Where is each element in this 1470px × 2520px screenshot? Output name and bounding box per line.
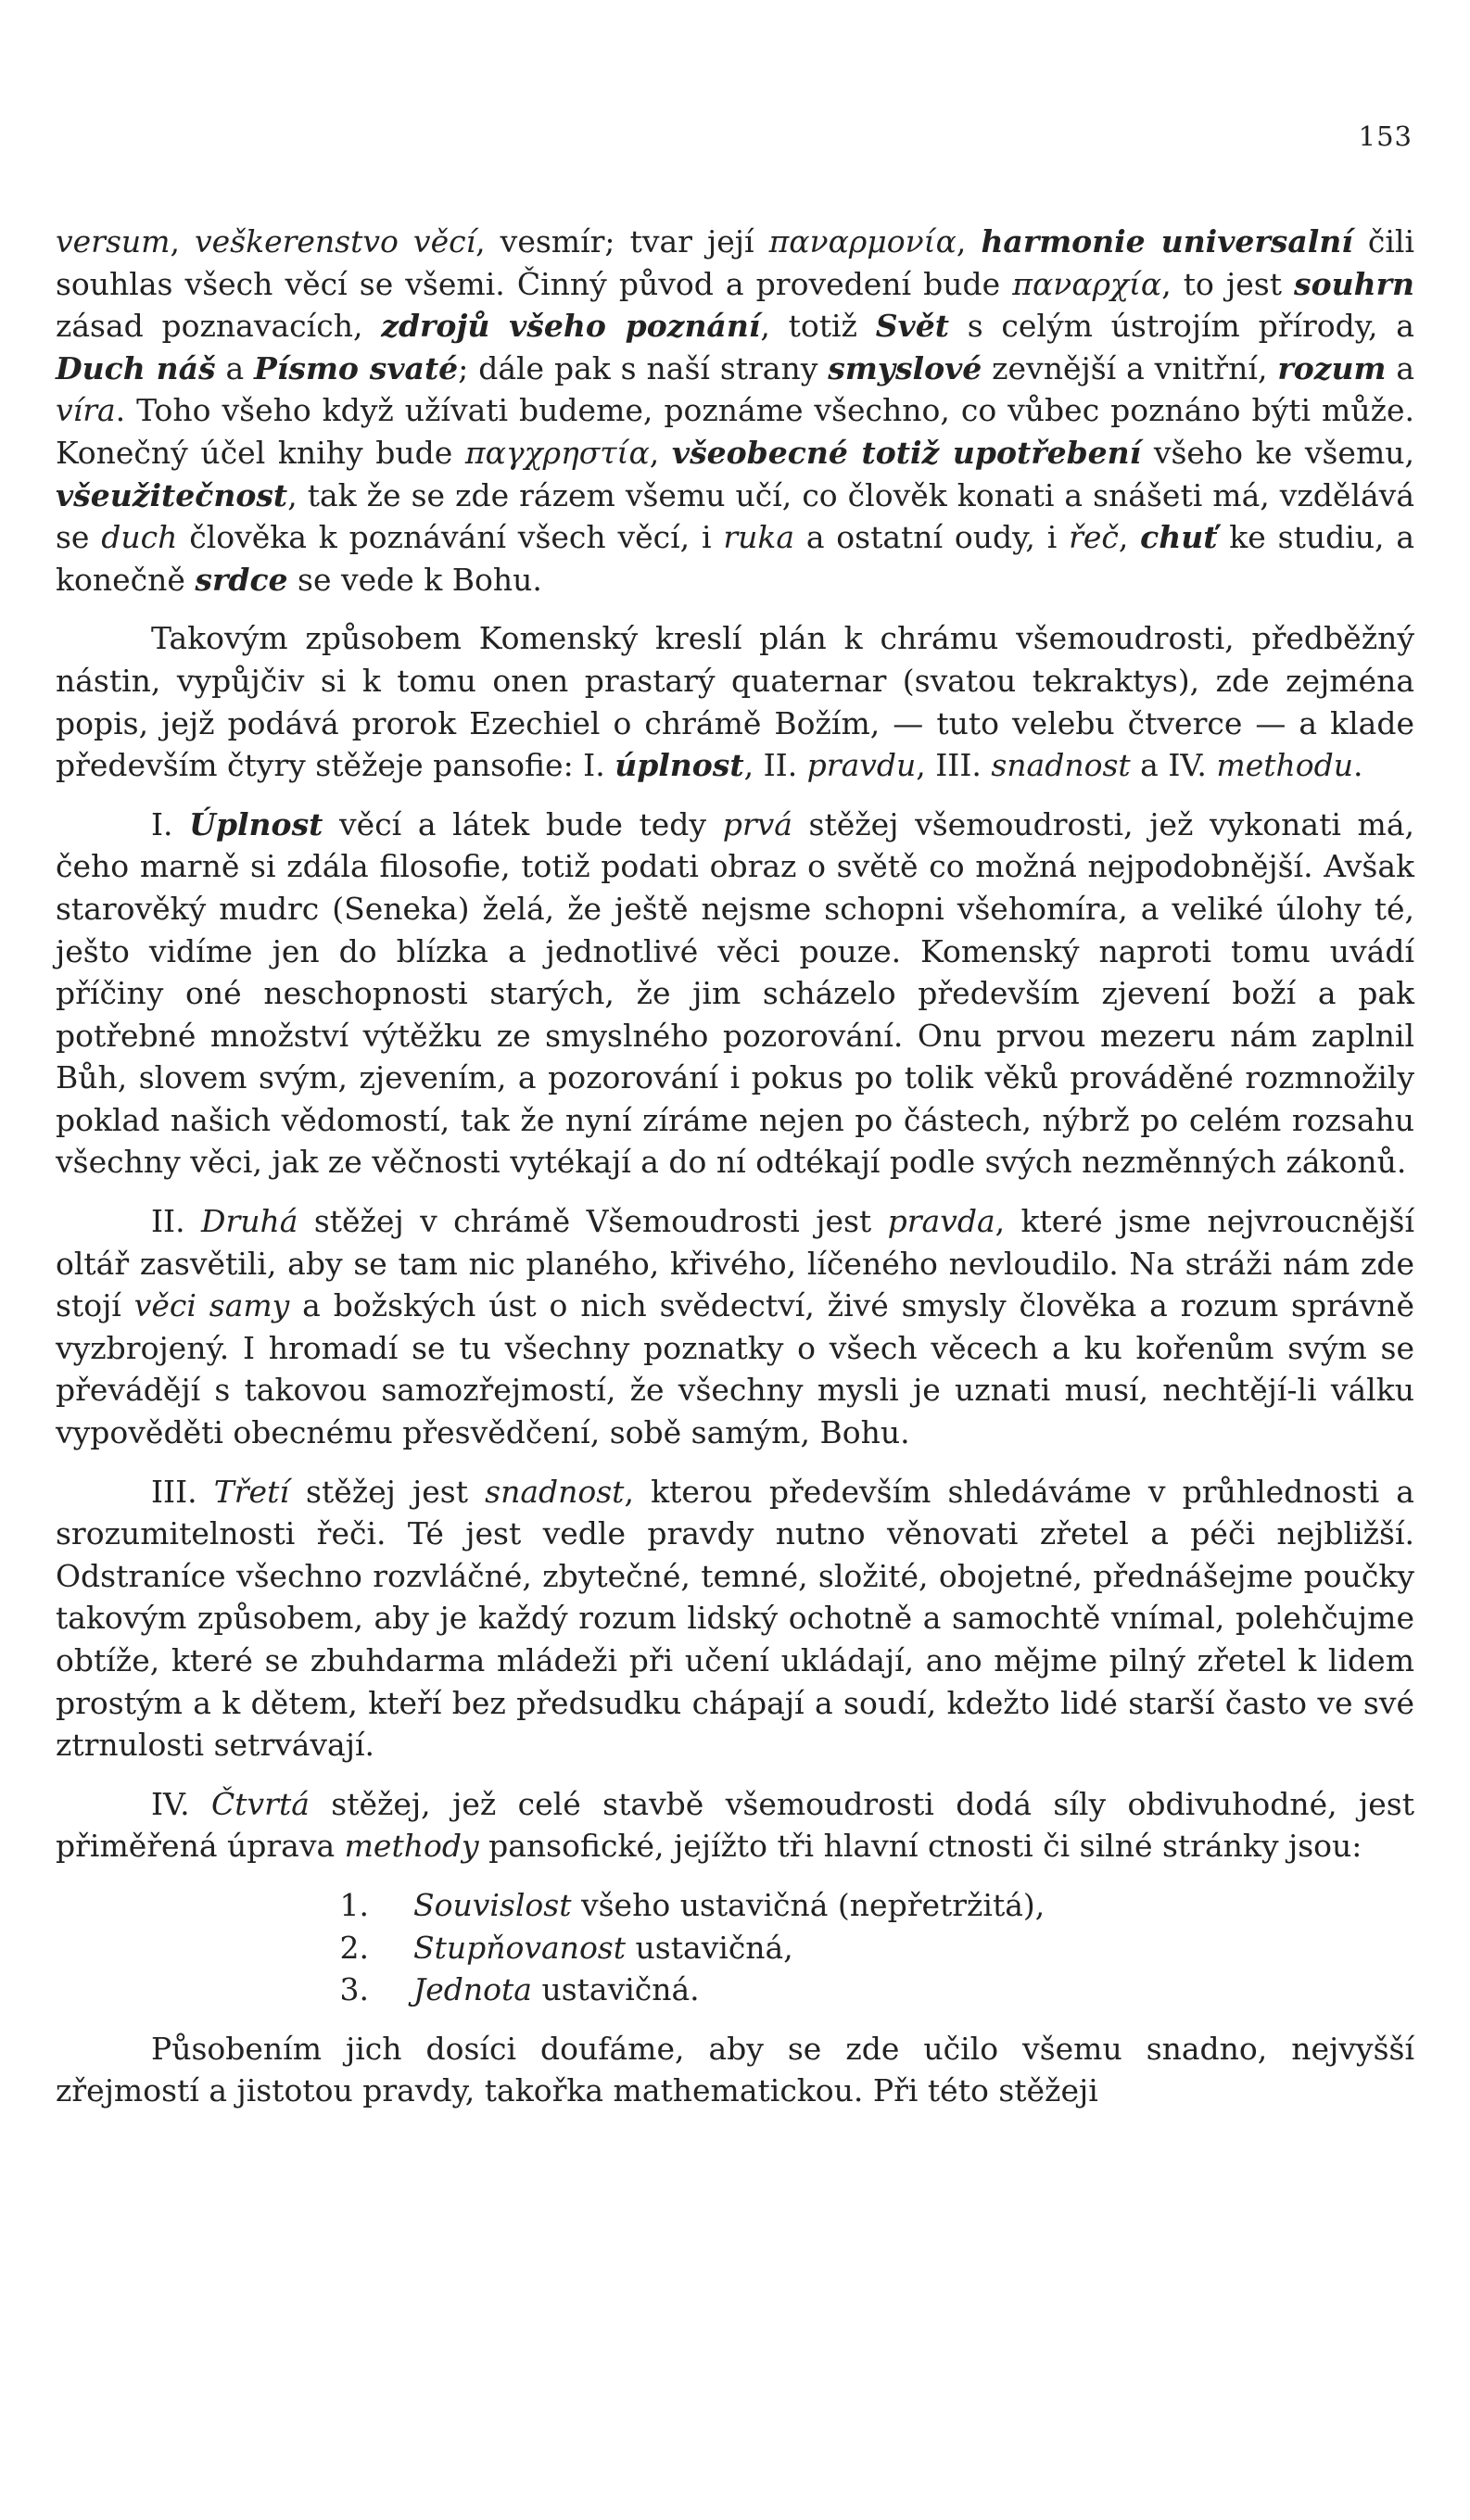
term-pravdu: pravdu xyxy=(806,747,917,784)
text-run: , kterou především shledáváme v průhlednosti a srozumitelnosti řeči. Té jest vedle pravdy nutno věnovati zřetel a péči nejbližší. Odstraníce všechno rozvláčné, zbytečné, temné, složité, obojetné, přednášejme poučky takovým způsobem, aby je každý rozum lidský ochotně a samochtě vnímal, polehčujme obtíže, které se zbuhdarma mládeži při učení ukládají, ano mějme pilný zřetel k lidem prostým a k dětem, kteří bez předsudku chápají a soudí, kdežto lidé starší často ve své ztrnulosti setrvávají. xyxy=(56,1473,1414,1764)
virtues-list xyxy=(56,1884,1414,2011)
term-treti: Třetí xyxy=(213,1473,289,1510)
term-souhrn: souhrn xyxy=(1294,265,1415,302)
text-run: . xyxy=(1353,747,1363,784)
paragraph-2 xyxy=(56,617,1414,786)
term-prva: prvá xyxy=(722,805,792,842)
text-run: , III. xyxy=(916,747,992,784)
term-duch-nas: Duch náš xyxy=(56,349,216,386)
list-item xyxy=(56,1884,1414,1927)
term-stupnovanost: Stupňovanost xyxy=(413,1929,627,1966)
text-run: člověka k poznávání všech věcí, i xyxy=(177,519,724,556)
term-vseuzitecnost: všeužitečnost xyxy=(56,476,288,513)
term-vira: víra xyxy=(56,392,116,429)
text-run: s celým ústrojím přírody, a xyxy=(948,308,1414,345)
text-run: , xyxy=(649,434,672,471)
term-uplnost-heading: Úplnost xyxy=(189,805,323,842)
text-run: a ostatní oudy, i xyxy=(794,519,1070,556)
term-svet: Svět xyxy=(875,308,949,345)
paragraph-7 xyxy=(56,2028,1414,2112)
paragraph-6 xyxy=(56,1783,1414,1868)
greek-pangchrestia: παγχρηστία xyxy=(464,434,650,471)
text-run: , xyxy=(956,223,982,260)
text-run: ustavičná. xyxy=(531,1971,700,2008)
term-snadnost: snadnost xyxy=(991,747,1131,784)
list-item xyxy=(56,1927,1414,1969)
greek-panarmonia: παναρμονία xyxy=(768,223,957,260)
term-zdroju: zdrojů všeho poznání xyxy=(381,308,761,345)
text-run: pansofické, jejížto tři hlavní ctnosti či silné stránky jsou: xyxy=(478,1828,1362,1865)
text-run: a xyxy=(1386,349,1414,386)
list-text xyxy=(380,1969,700,2011)
text-run: ; dále pak s naší strany xyxy=(458,349,829,386)
text-run: zásad poznavacích, xyxy=(56,308,382,345)
text-run: , xyxy=(1118,519,1141,556)
term-vseobecne: všeobecné totiž upotřebení xyxy=(671,434,1142,471)
text-run: , tak že se zde rázem všemu učí, co člověk konati a snášeti má, vzdělává se xyxy=(56,476,1414,556)
term-rec: řeč xyxy=(1069,519,1119,556)
text-run: I. xyxy=(151,805,190,842)
term-jednota: Jednota xyxy=(413,1971,532,2008)
term-chut: chuť xyxy=(1140,519,1218,556)
paragraph-5 xyxy=(56,1471,1414,1767)
text-run: stěžej v chrámě Všemoudrosti jest xyxy=(298,1203,888,1240)
text-run: II. xyxy=(151,1203,201,1240)
text-run: a božských úst o nich svědectví, živé smysly člověka a rozum správně vyzbrojený. I hromadí se tu všechny poznatky o všech věcech a ku kořenům svým se převádějí s takovou samozřejmostí, že všechny mysli je uznati musí, nechtějí-li válku vypověděti obecnému přesvědčení, sobě samým, Bohu. xyxy=(56,1287,1414,1451)
text-run: stěžej všemoudrosti, jež vykonati má, čeho marně si zdála filosofie, totiž podati obraz o světě co možná nejpodobnější. Avšak starověký mudrc (Seneka) želá, že ještě nejsme schopni všehomíra, a veliké úlohy té, ješto vidíme jen do blízka a jednotlivé věci pouze. Komenský naproti tomu uvádí příčiny oné neschopnosti starých, že jim scházelo především zjevení boží a pak potřebné množství výtěžku ze smyslného pozorování. Onu prvou mezeru nám zaplnil Bůh, slovem svým, zjevením, a pozorování i pokus po tolik věků prováděné rozmnožily poklad našich vědomostí, tak že nyní zíráme nejen po částech, nýbrž po celém rozsahu všechny věci, jak ze věčnosti vytékají a do ní odtékají podle svých nezměnných zákonů. xyxy=(56,805,1414,1181)
term-smyslove: smyslové xyxy=(828,349,982,386)
term-methodu: methodu xyxy=(1216,747,1353,784)
text-run: , které jsme nejvroucnější oltář zasvětili, aby se tam nic planého, křivého, líčeného nevloudilo. Na stráži nám zde stojí xyxy=(56,1203,1414,1324)
text-run: III. xyxy=(151,1473,214,1510)
term-veskerenstvo: veškerenstvo věcí xyxy=(194,223,476,260)
list-item xyxy=(56,1969,1414,2011)
text-run: Působením jich dosíci doufáme, aby se zde učilo všemu snadno, nejvyšší zřejmostí a jistotou pravdy, takořka mathematickou. Při této stěžeji xyxy=(56,2030,1414,2109)
text-run: všeho ustavičná (nepřetržitá), xyxy=(571,1886,1045,1923)
text-run: čili souhlas všech věcí se všemi. Činný původ a provedení bude xyxy=(56,223,1415,302)
text-run: . Toho všeho když užívati budeme, poznáme všechno, co vůbec poznáno býti může. Konečný účel knihy bude xyxy=(56,392,1414,471)
text-run: IV. xyxy=(151,1785,212,1822)
term-pismo-svate: Písmo svaté xyxy=(254,349,459,386)
text-run: a IV. xyxy=(1130,747,1217,784)
text-run: stěžej, jež celé stavbě všemoudrosti dodá síly obdivuhodné, jest přiměřená úprava xyxy=(56,1785,1414,1865)
text-run: všeho ke všemu, xyxy=(1141,434,1414,471)
list-number: 3. xyxy=(339,1971,369,2008)
text-run: ustavičná, xyxy=(626,1929,793,1966)
paragraph-4 xyxy=(56,1200,1414,1454)
term-pravda: pravda xyxy=(887,1203,995,1240)
term-souvislost: Souvislost xyxy=(413,1886,572,1923)
text-run: a xyxy=(215,349,255,386)
term-snadnost-heading: snadnost xyxy=(485,1473,625,1510)
page-body xyxy=(56,221,1414,2112)
page-number: 153 xyxy=(1358,120,1413,152)
list-text xyxy=(380,1927,793,1969)
text-run: věcí a látek bude tedy xyxy=(323,805,723,842)
term-rozum: rozum xyxy=(1277,349,1387,386)
term-harmonie: harmonie universalní xyxy=(981,223,1353,260)
list-text xyxy=(380,1884,1045,1927)
text-run: ke studiu, a konečně xyxy=(56,519,1414,598)
greek-panarchia: παναρχία xyxy=(1012,265,1162,302)
term-uplnost: úplnost xyxy=(615,747,744,784)
text-run: Takovým způsobem Komenský kreslí plán k chrámu všemoudrosti, předběžný nástin, vypůjčiv si k tomu onen prastarý quaternar (svatou tekraktys), zde zejména popis, jejž podává prorok Ezechiel o chrámě Božím, — tuto velebu čtverce — a klade především čtyry stěžeje pansofie: I. xyxy=(56,620,1414,784)
term-duch: duch xyxy=(101,519,178,556)
text-run: , xyxy=(170,223,195,260)
term-ruka: ruka xyxy=(723,519,795,556)
list-number: 1. xyxy=(339,1886,369,1923)
term-druha: Druhá xyxy=(200,1203,298,1240)
text-run: , vesmír; tvar její xyxy=(475,223,769,260)
text-run: stěžej jest xyxy=(288,1473,486,1510)
term-veci-samy: věci samy xyxy=(133,1287,290,1324)
paragraph-3 xyxy=(56,804,1414,1184)
term-methody: methody xyxy=(344,1828,479,1865)
term-versum: versum xyxy=(56,223,171,260)
text-run: , II. xyxy=(743,747,807,784)
text-run: se vede k Bohu. xyxy=(287,561,542,598)
term-srdce: srdce xyxy=(195,561,288,598)
text-run: , to jest xyxy=(1161,265,1295,302)
paragraph-1 xyxy=(56,221,1414,601)
list-number: 2. xyxy=(339,1929,369,1966)
term-ctvrta: Čtvrtá xyxy=(211,1785,310,1822)
text-run: , totiž xyxy=(760,308,876,345)
text-run: zevnější a vnitřní, xyxy=(982,349,1278,386)
